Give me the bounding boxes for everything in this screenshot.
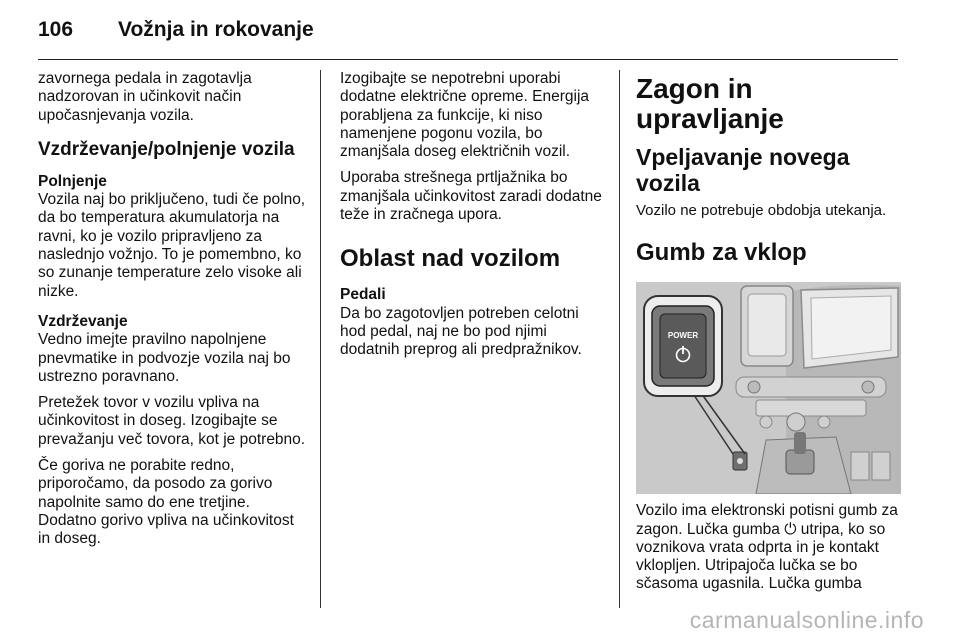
power-button-heading: Gumb za vklop xyxy=(636,239,807,267)
maintenance-paragraph-2: Pretežek tovor v vozilu vpliva na učinkovitost in doseg. Izogibajte se prevažanju več tovora, kot je potrebno. xyxy=(38,394,306,448)
page-number: 106 xyxy=(38,18,74,41)
chapter-heading: Zagon in upravljanje xyxy=(636,73,784,134)
vehicle-control-heading: Oblast nad vozilom xyxy=(340,245,561,273)
charging-maintenance-heading: Vzdrževanje/polnjenje vozila xyxy=(38,138,295,160)
watermark: carmanualsonline.info xyxy=(689,607,924,633)
column-left xyxy=(38,70,308,557)
pedals-paragraph: Da bo zagotovljen potreben celotni hod pedal, naj ne bo pod njimi dodatnih preprog ali predpražnikov. xyxy=(340,304,582,359)
maintenance-paragraph-1: Vedno imejte pravilno napolnjene pnevmatike in podvozje vozila naj bo ustrezno poravnano. xyxy=(38,331,291,385)
maintenance-paragraph-3: Če goriva ne porabite redno, priporočamo, da posodo za gorivo napolnite samo do ene tretjine. Dodatno gorivo vpliva na učinkovitost in doseg. xyxy=(38,457,294,548)
electrical-equipment-paragraph: Izogibajte se nepotrebni uporabi dodatne električne opreme. Energija porabljena za funkcije, ki niso namenjene pogonu vozila, bo zmanjšala doseg električnih vozil. xyxy=(340,70,590,161)
running-title: Vožnja in rokovanje xyxy=(118,18,314,41)
charging-paragraph: Vozila naj bo priključeno, tudi če polno, da bo temperatura akumulatorja na ravni, ko je vozilo pripravljeno za naslednjo vožnjo. To je pomembno, ko so zunanje temperature zelo visoke ali nizke. xyxy=(38,191,306,300)
maintenance-subheading: Vzdrževanje xyxy=(38,312,128,330)
power-label: POWER xyxy=(667,331,699,341)
roof-rack-paragraph: Uporaba strešnega prtljažnika bo zmanjšala učinkovitost zaradi dodatne teže in zračnega upora. xyxy=(340,169,602,224)
intro-paragraph: zavornega pedala in zagotavlja nadzorovan in učinkovit način upočasnjevanja vozila. xyxy=(38,70,252,124)
power-button-paragraph: Vozilo ima elektronski potisni gumb za zagon. Lučka gumba ⏻ utripa, ko so voznikova vrata odprta in je kontakt vklopljen. Utripajoča lučka se bo sčasoma ugasnila. Lučka gumba xyxy=(636,502,898,593)
column-right xyxy=(636,70,906,602)
break-in-paragraph: Vozilo ne potrebuje obdobja utekanja. xyxy=(636,202,887,219)
column-divider-1 xyxy=(320,70,321,608)
break-in-heading: Vpeljavanje novega vozila xyxy=(636,144,850,196)
pedals-subheading: Pedali xyxy=(340,286,386,304)
page-header xyxy=(38,18,314,48)
header-divider xyxy=(38,59,898,60)
column-divider-2 xyxy=(619,70,620,608)
power-button-illustration xyxy=(636,282,901,494)
column-middle xyxy=(340,70,605,368)
charging-subheading: Polnjenje xyxy=(38,172,107,190)
